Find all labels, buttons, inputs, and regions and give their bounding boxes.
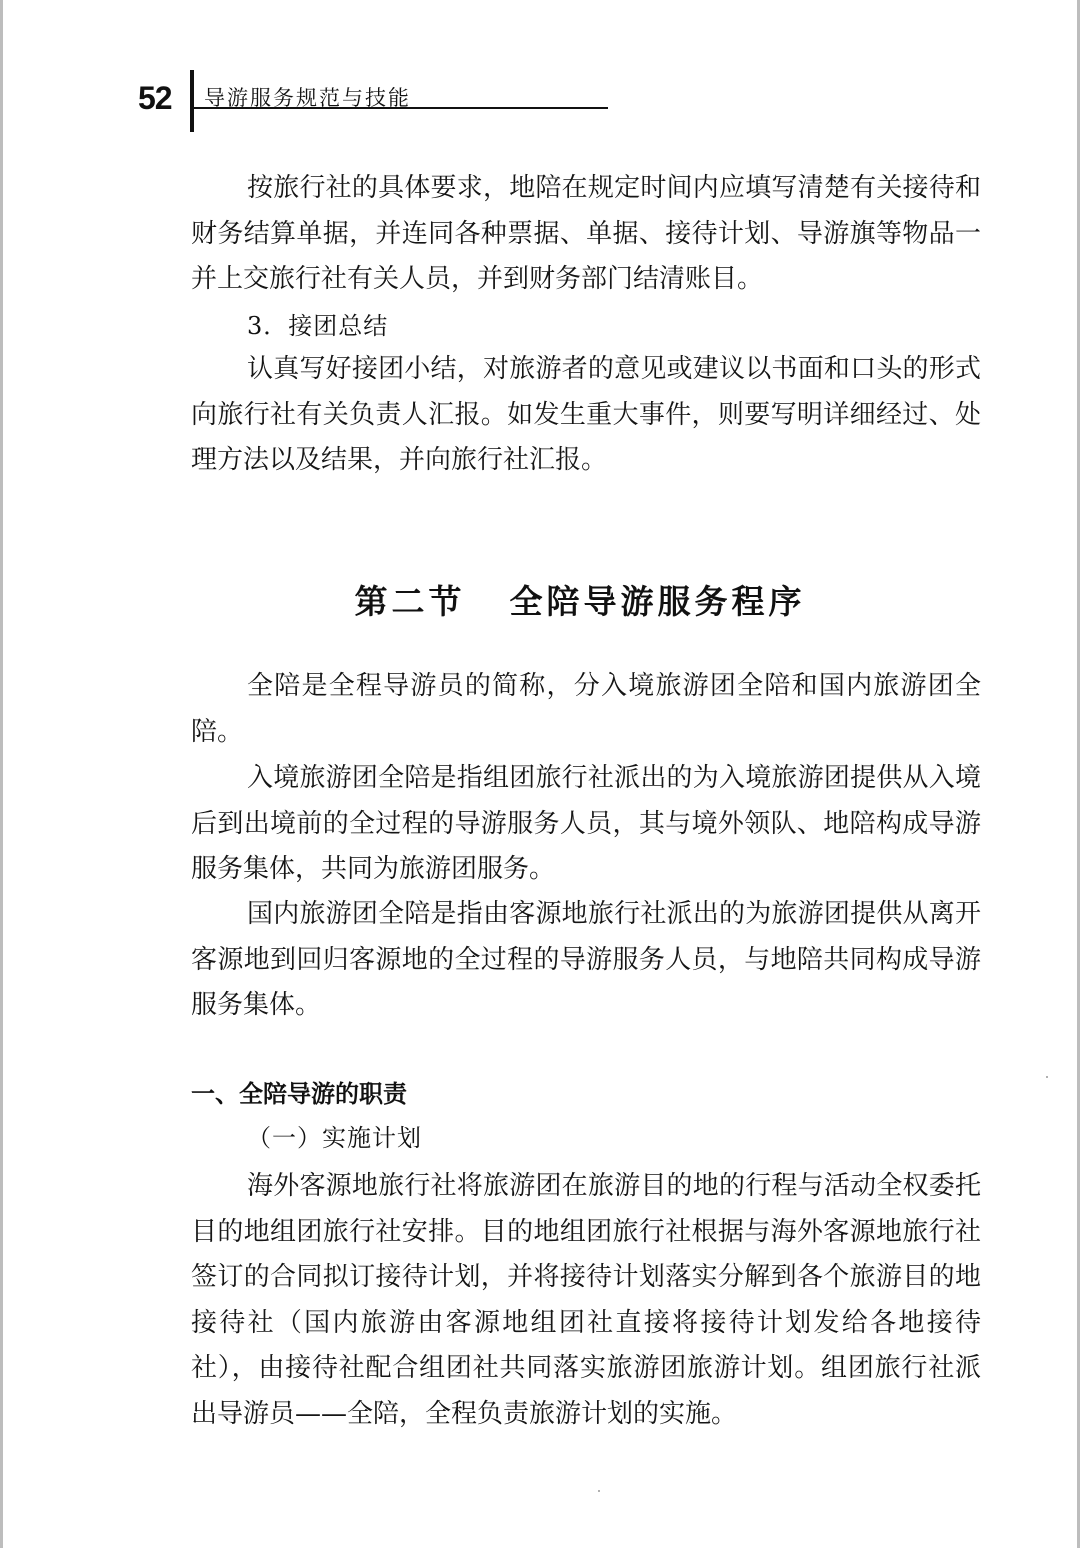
scan-edge-left [0, 0, 3, 1548]
running-title: 导游服务规范与技能 [204, 86, 411, 110]
paragraph-inbound-escort: 入境旅游团全陪是指组团旅行社派出的为入境旅游团提供从入境后到出境前的全过程的导游服务人员，其与境外领队、地陪构成导游服务集体，共同为旅游团服务。 [191, 763, 981, 884]
scan-speck [1046, 1076, 1048, 1078]
paragraph-settlement: 按旅行社的具体要求，地陪在规定时间内应填写清楚有关接待和财务结算单据，并连同各种票据、单据、接待计划、导游旗等物品一并上交旅行社有关人员，并到财务部门结清账目。 [191, 173, 981, 294]
section-name: 全陪导游服务程序 [509, 582, 806, 621]
section-number: 第二节 [354, 582, 466, 621]
paragraph-implement-plan: 海外客源地旅行社将旅游团在旅游目的地的行程与活动全权委托目的地组团旅行社安排。目的地组团旅行社根据与海外客源地旅行社签订的合同拟订接待计划，并将接待计划落实分解到各个旅游目的地接待社（国内旅游由客源地组团社直接将接待计划发给各地接待社），由接待社配合组团社共同落实旅游团旅游计划。组团旅行社派出导游员——全陪，全程负责旅游计划的实施。 [191, 1171, 981, 1429]
item-heading-summary: 3．接团总结 [247, 312, 389, 340]
heading-duties: 一、全陪导游的职责 [191, 1080, 407, 1108]
paragraph-domestic-escort: 国内旅游团全陪是指由客源地旅行社派出的为旅游团提供从离开客源地到回归客源地的全过程的导游服务人员，与地陪共同构成导游服务集体。 [191, 899, 981, 1020]
header-vertical-rule [190, 70, 194, 132]
paragraph-definition: 全陪是全程导游员的简称，分入境旅游团全陪和国内旅游团全陪。 [191, 671, 981, 747]
section-title [0, 576, 1080, 623]
subheading-implement-plan: （一）实施计划 [247, 1124, 422, 1152]
paragraph-summary: 认真写好接团小结，对旅游者的意见或建议以书面和口头的形式向旅行社有关负责人汇报。如发生重大事件，则要写明详细经过、处理方法以及结果，并向旅行社汇报。 [191, 354, 981, 475]
page-number: 52 [138, 80, 172, 116]
scan-speck [598, 1490, 600, 1492]
